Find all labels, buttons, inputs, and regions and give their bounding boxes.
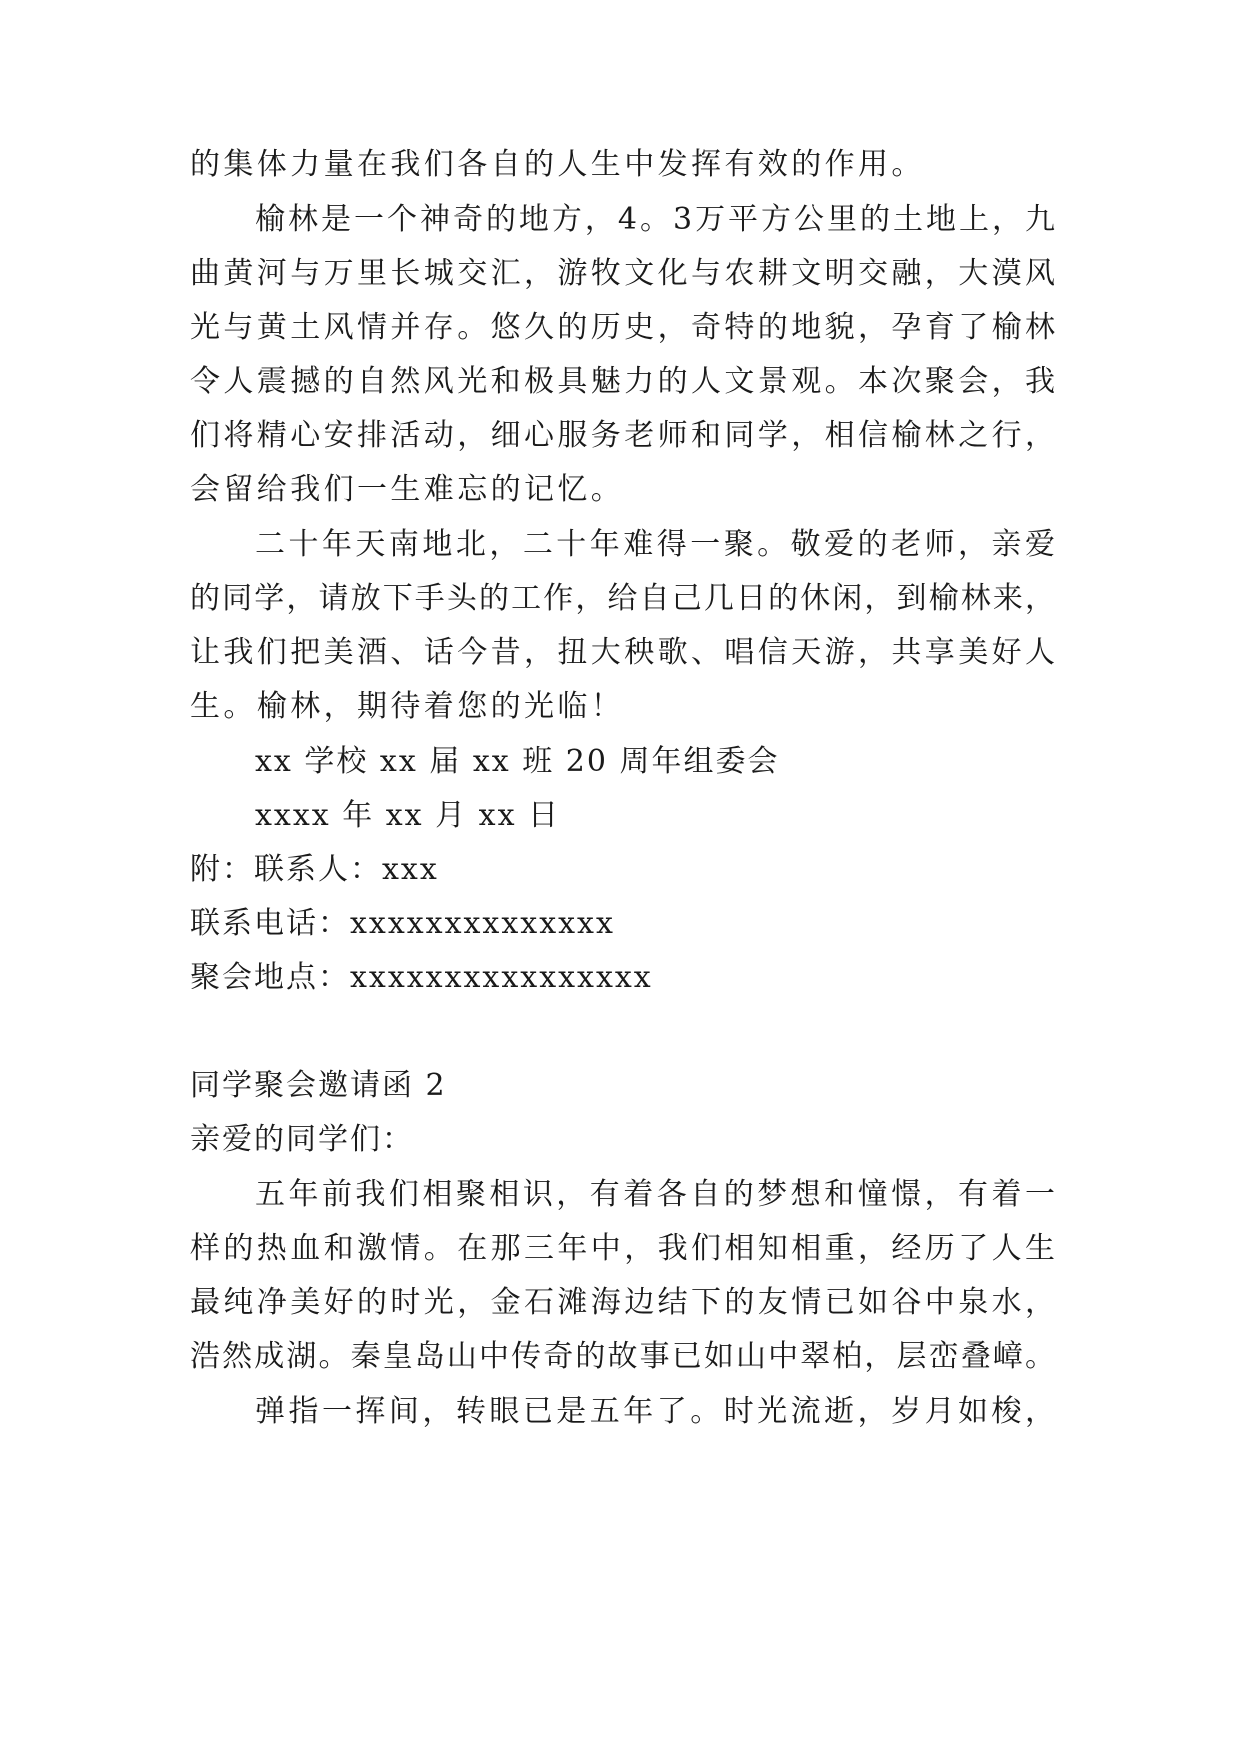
paragraph-line: 二十年天南地北，二十年难得一聚。敬爱的老师，亲爱: [255, 527, 1055, 562]
date-line: xxxx 年 xx 月 xx 日: [255, 798, 561, 833]
paragraph-line: 的同学，请放下手头的工作，给自己几日的休闲，到榆林来，: [190, 581, 1055, 616]
paragraph-line: 浩然成湖。秦皇岛山中传奇的故事已如山中翠柏，层峦叠嶂。: [190, 1339, 1055, 1374]
paragraph-line: 五年前我们相聚相识，有着各自的梦想和憧憬，有着一: [255, 1177, 1055, 1212]
paragraph-line: 让我们把美酒、话今昔，扭大秧歌、唱信天游，共享美好人: [190, 635, 1055, 670]
section-title: 同学聚会邀请函 2: [190, 1068, 447, 1103]
paragraph-line: 曲黄河与万里长城交汇，游牧文化与农耕文明交融，大漠风: [190, 256, 1055, 291]
venue: 聚会地点：xxxxxxxxxxxxxxxx: [190, 960, 653, 995]
salutation: 亲爱的同学们：: [190, 1122, 414, 1157]
paragraph-line: 榆林是一个神奇的地方，4。3万平方公里的土地上，九: [255, 202, 1055, 237]
paragraph-line: 的集体力量在我们各自的人生中发挥有效的作用。: [190, 147, 925, 182]
signature: xx 学校 xx 届 xx 班 20 周年组委会: [255, 744, 780, 779]
paragraph-line: 会留给我们一生难忘的记忆。: [190, 472, 625, 507]
contact-phone: 联系电话：xxxxxxxxxxxxxx: [190, 906, 615, 941]
paragraph-line: 令人震撼的自然风光和极具魅力的人文景观。本次聚会，我: [190, 364, 1055, 399]
paragraph-line: 们将精心安排活动，细心服务老师和同学，相信榆林之行，: [190, 418, 1055, 453]
paragraph-line: 光与黄土风情并存。悠久的历史，奇特的地貌，孕育了榆林: [190, 310, 1055, 345]
paragraph-line: 最纯净美好的时光，金石滩海边结下的友情已如谷中泉水，: [190, 1285, 1055, 1320]
paragraph-line: 样的热血和激情。在那三年中，我们相知相重，经历了人生: [190, 1231, 1055, 1266]
paragraph-line: 生。榆林，期待着您的光临！: [190, 689, 625, 724]
contact-person: 附：联系人：xxx: [190, 852, 439, 887]
paragraph-line: 弹指一挥间，转眼已是五年了。时光流逝，岁月如梭，: [255, 1394, 1055, 1429]
